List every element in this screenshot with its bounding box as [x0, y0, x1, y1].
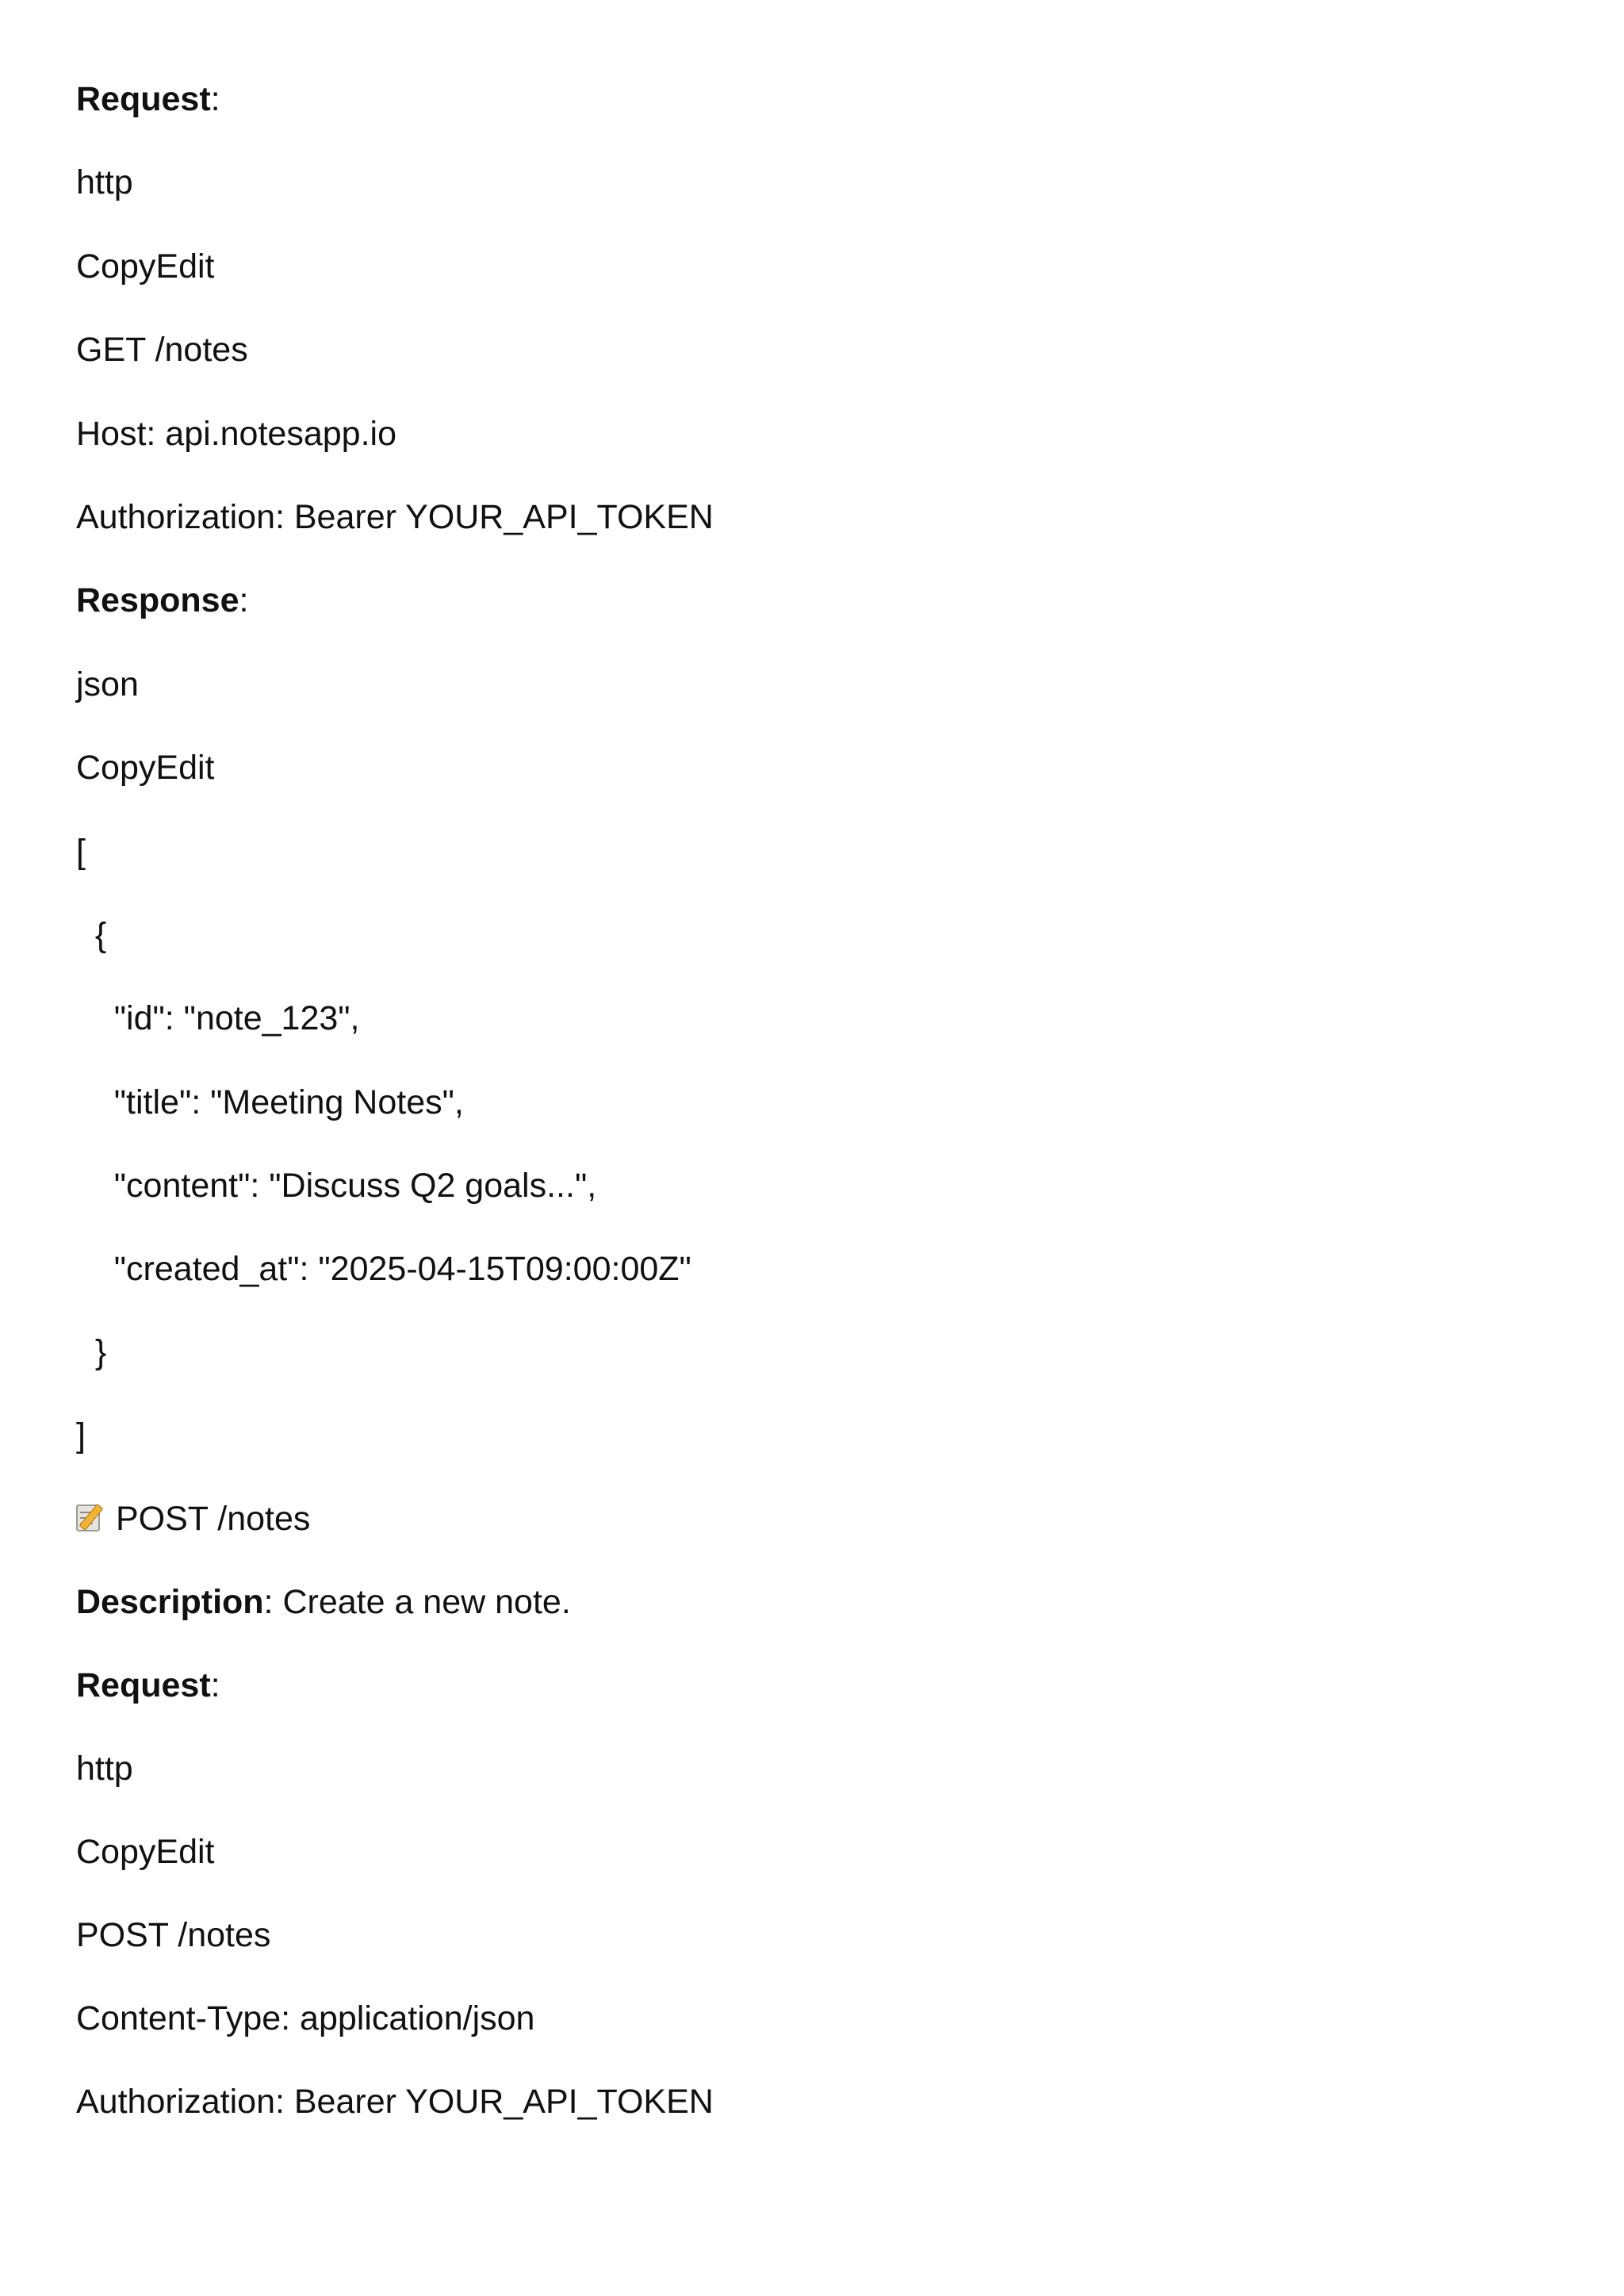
copy-edit-label: CopyEdit	[76, 247, 215, 286]
request-colon: :	[210, 1666, 220, 1704]
copy-edit-label: CopyEdit	[76, 1833, 215, 1871]
post-notes-title: POST /notes	[116, 1500, 311, 1538]
description-label: Description	[76, 1583, 264, 1621]
json-array-close: ]	[76, 1416, 86, 1455]
request-line: GET /notes	[76, 331, 248, 369]
description-line	[76, 1578, 571, 1626]
request-label: Request	[76, 1666, 211, 1704]
content-type-header-line: Content-Type: application/json	[76, 1999, 535, 2037]
memo-icon	[76, 1503, 105, 1533]
request-lang-label: http	[76, 163, 133, 201]
request-label: Request	[76, 80, 211, 118]
copy-edit-label: CopyEdit	[76, 749, 215, 787]
request-line: POST /notes	[76, 1916, 271, 1954]
json-array-open: [	[76, 833, 86, 871]
json-created-at-line: "created_at": "2025-04-15T09:00:00Z"	[76, 1250, 691, 1288]
json-title-line: "title": "Meeting Notes",	[76, 1083, 464, 1121]
response-label: Response	[76, 581, 239, 619]
description-text: : Create a new note.	[263, 1583, 571, 1621]
response-heading	[76, 577, 248, 624]
host-header-line: Host: api.notesapp.io	[76, 415, 396, 453]
request-lang-label: http	[76, 1750, 133, 1788]
authorization-header-line: Authorization: Bearer YOUR_API_TOKEN	[76, 2083, 714, 2121]
json-object-close: }	[76, 1333, 107, 1371]
response-colon: :	[239, 581, 249, 619]
request-colon: :	[210, 80, 220, 118]
json-content-line: "content": "Discuss Q2 goals...",	[76, 1167, 597, 1205]
request-heading	[76, 1662, 220, 1709]
post-notes-heading	[76, 1495, 310, 1543]
authorization-header-line: Authorization: Bearer YOUR_API_TOKEN	[76, 498, 714, 536]
json-object-open: {	[76, 916, 107, 954]
response-lang-label: json	[76, 665, 139, 703]
request-heading	[76, 75, 220, 123]
json-id-line: "id": "note_123",	[76, 999, 360, 1037]
